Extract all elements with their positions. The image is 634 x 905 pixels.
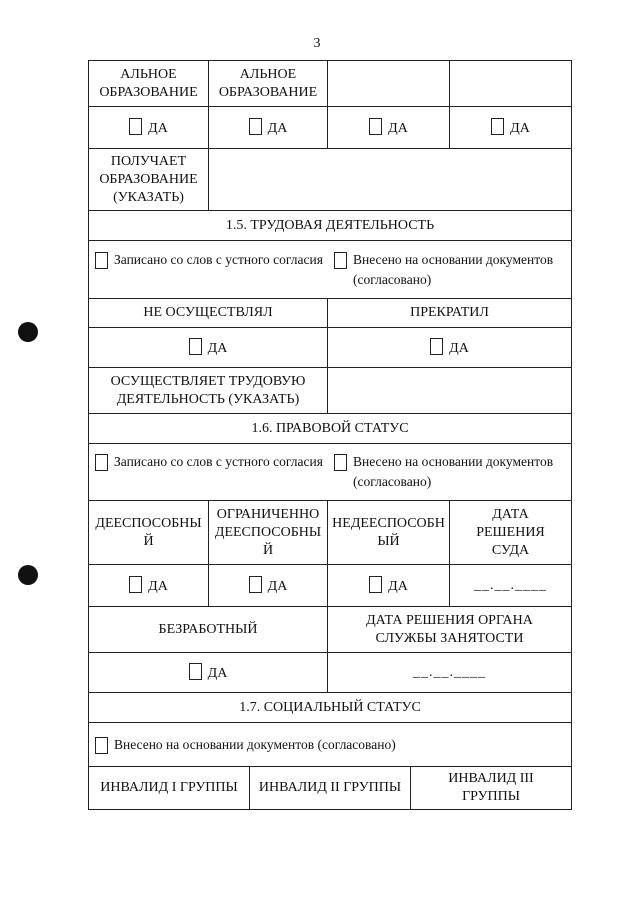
social-section-title: 1.7. СОЦИАЛЬНЫЙ СТАТУС [89, 693, 572, 723]
legal-court-date-header: ДАТА РЕШЕНИЯ СУДА [450, 501, 572, 565]
receiving-education-label: ПОЛУЧАЕТ ОБРАЗОВАНИЕ (УКАЗАТЬ) [89, 149, 209, 211]
checkbox-oral[interactable] [95, 454, 108, 471]
education-col4-header [450, 61, 572, 107]
legal-capable-yes: ДА [89, 565, 209, 607]
disabled-group-3: ИНВАЛИД III ГРУППЫ [448, 771, 534, 804]
legal-capable-header: ДЕЕСПОСОБНЫЙ [89, 501, 209, 565]
binder-hole [18, 565, 38, 585]
unemployed-yes: ДА [89, 653, 328, 693]
checkbox[interactable] [189, 338, 202, 355]
disabled-group-1: ИНВАЛИД I ГРУППЫ [89, 767, 250, 809]
labor-stopped-yes: ДА [328, 328, 572, 368]
checkbox[interactable] [430, 338, 443, 355]
receiving-education-field[interactable] [209, 149, 572, 211]
legal-source-notes: Записано со слов с устного согласия Внесено на основании документов (согласовано) [89, 444, 572, 501]
checkbox-documents[interactable] [334, 454, 347, 471]
checkbox[interactable] [249, 576, 262, 593]
checkbox[interactable] [491, 118, 504, 135]
education-yes-2: ДА [209, 107, 328, 149]
unemployed-header: БЕЗРАБОТНЫЙ [89, 607, 328, 653]
checkbox[interactable] [369, 118, 382, 135]
labor-source-notes: Записано со слов с устного согласия Внесено на основании документов (согласовано) [89, 241, 572, 299]
education-col3-header [328, 61, 450, 107]
labor-working-label: ОСУЩЕСТВЛЯЕТ ТРУДОВУЮ ДЕЯТЕЛЬНОСТЬ (УКАЗАТЬ) [89, 368, 328, 414]
form-table [88, 60, 572, 810]
checkbox[interactable] [249, 118, 262, 135]
labor-section-title: 1.5. ТРУДОВАЯ ДЕЯТЕЛЬНОСТЬ [89, 211, 572, 241]
employment-service-date-header: ДАТА РЕШЕНИЯ ОРГАНА СЛУЖБЫ ЗАНЯТОСТИ [328, 607, 572, 653]
legal-limited-header: ОГРАНИЧЕННО ДЕЕСПОСОБНЫЙ [209, 501, 328, 565]
checkbox[interactable] [129, 118, 142, 135]
legal-limited-yes: ДА [209, 565, 328, 607]
education-col2-header: АЛЬНОЕ ОБРАЗОВАНИЕ [209, 61, 328, 107]
checkbox-oral[interactable] [95, 252, 108, 269]
binder-hole [18, 322, 38, 342]
checkbox-documents[interactable] [334, 252, 347, 269]
checkbox[interactable] [189, 663, 202, 680]
disabled-group-2: ИНВАЛИД II ГРУППЫ [250, 767, 411, 809]
labor-stopped-header: ПРЕКРАТИЛ [328, 299, 572, 328]
education-yes-4: ДА [450, 107, 572, 149]
labor-not-worked-header: НЕ ОСУЩЕСТВЛЯЛ [89, 299, 328, 328]
social-source-notes: Внесено на основании документов (согласовано) [89, 723, 572, 767]
education-col1-header: АЛЬНОЕ ОБРАЗОВАНИЕ [89, 61, 209, 107]
checkbox[interactable] [129, 576, 142, 593]
page-number: 3 [313, 36, 321, 51]
legal-incapable-yes: ДА [328, 565, 450, 607]
checkbox[interactable] [369, 576, 382, 593]
legal-section-title: 1.6. ПРАВОВОЙ СТАТУС [89, 414, 572, 444]
disability-groups-row [89, 767, 572, 810]
education-yes-3: ДА [328, 107, 450, 149]
employment-service-date-field[interactable]: __.__.____ [328, 653, 572, 693]
checkbox-documents[interactable] [95, 737, 108, 754]
legal-court-date-field[interactable]: __.__.____ [450, 565, 572, 607]
legal-incapable-header: НЕДЕЕСПОСОБНЫЙ [328, 501, 450, 565]
education-yes-1: ДА [89, 107, 209, 149]
labor-not-worked-yes: ДА [89, 328, 328, 368]
labor-working-field[interactable] [328, 368, 572, 414]
